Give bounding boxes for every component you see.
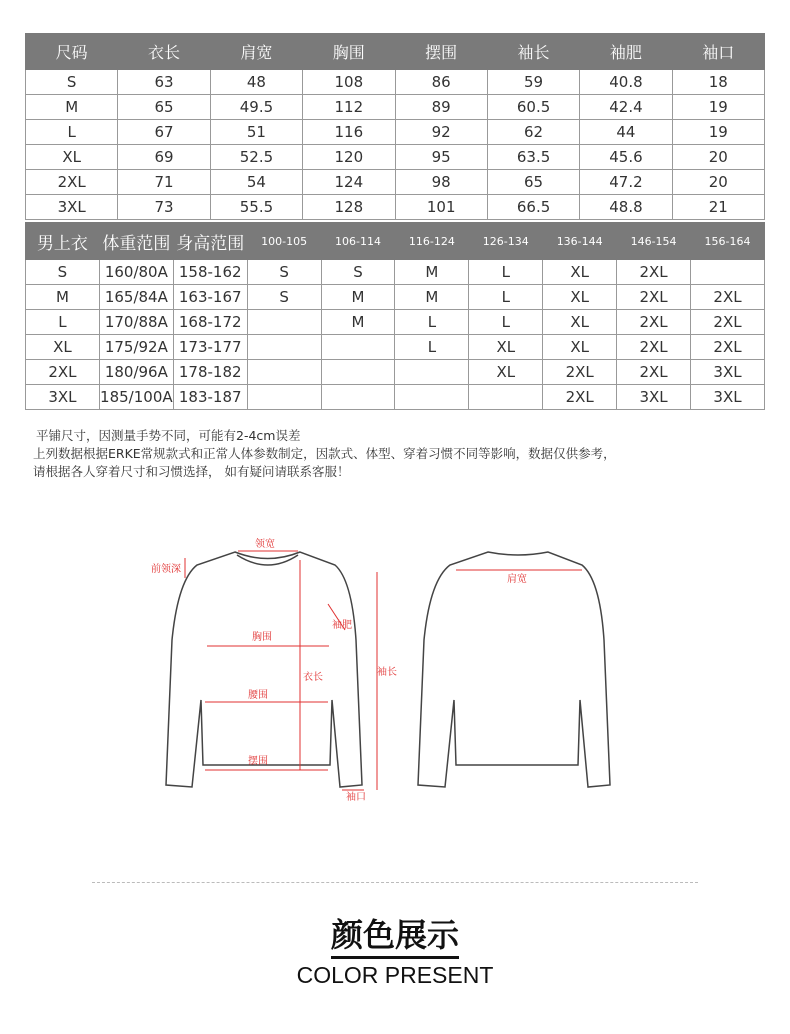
label-shoulder: 肩宽	[507, 574, 527, 585]
column-header: 身高范围	[173, 223, 247, 260]
table-cell	[321, 360, 395, 385]
table-cell: 48	[210, 70, 302, 95]
table-cell: 2XL	[691, 285, 765, 310]
table-cell	[247, 360, 321, 385]
table-cell: S	[247, 260, 321, 285]
table-cell: L	[395, 335, 469, 360]
table-cell	[691, 260, 765, 285]
divider	[92, 882, 698, 883]
table-cell: L	[26, 120, 118, 145]
column-header: 袖口	[672, 34, 764, 70]
table-cell	[247, 310, 321, 335]
table-cell: 44	[580, 120, 672, 145]
table-row	[26, 145, 765, 170]
column-header: 126-134	[469, 223, 543, 260]
table-cell: XL	[469, 360, 543, 385]
table-cell: M	[395, 260, 469, 285]
table-cell: 20	[672, 170, 764, 195]
table-cell: S	[247, 285, 321, 310]
front-sweater-outline	[166, 552, 362, 787]
column-header: 胸围	[303, 34, 395, 70]
table-cell: 63	[118, 70, 210, 95]
table-cell: 2XL	[617, 285, 691, 310]
table-cell: 3XL	[26, 195, 118, 220]
label-sleeve-length: 袖长	[377, 667, 397, 678]
table-cell: S	[26, 70, 118, 95]
table-cell: 65	[487, 170, 579, 195]
table-cell: 52.5	[210, 145, 302, 170]
table-cell: 65	[118, 95, 210, 120]
section-title: 颜色展示	[0, 910, 790, 956]
table-cell: 55.5	[210, 195, 302, 220]
table-cell: 20	[672, 145, 764, 170]
table-cell: 40.8	[580, 70, 672, 95]
label-hem: 摆围	[248, 756, 268, 767]
table-cell: 98	[395, 170, 487, 195]
column-header: 106-114	[321, 223, 395, 260]
table-cell: 3XL	[26, 385, 100, 410]
table-cell: 2XL	[543, 360, 617, 385]
table-cell: L	[469, 285, 543, 310]
table-cell	[247, 385, 321, 410]
column-header: 衣长	[118, 34, 210, 70]
table-cell	[321, 385, 395, 410]
table-cell: XL	[543, 335, 617, 360]
label-chest: 胸围	[252, 632, 272, 643]
table-cell: S	[321, 260, 395, 285]
table-cell: 47.2	[580, 170, 672, 195]
table-cell: 45.6	[580, 145, 672, 170]
table-row	[26, 170, 765, 195]
table-cell: 69	[118, 145, 210, 170]
table-cell: M	[26, 95, 118, 120]
table-cell: 95	[395, 145, 487, 170]
table-cell: 165/84A	[99, 285, 173, 310]
table-cell: XL	[26, 335, 100, 360]
table-cell: 124	[303, 170, 395, 195]
section-subtitle: COLOR PRESENT	[296, 962, 494, 988]
size-table	[25, 33, 765, 220]
table-row	[26, 360, 765, 385]
table-row	[26, 285, 765, 310]
column-header: 体重范围	[99, 223, 173, 260]
table-cell: 63.5	[487, 145, 579, 170]
table-cell: 18	[672, 70, 764, 95]
notes	[33, 427, 616, 481]
column-header: 肩宽	[210, 34, 302, 70]
table-cell	[395, 360, 469, 385]
table-cell: M	[395, 285, 469, 310]
table-row	[26, 260, 765, 285]
label-waist: 腰围	[248, 690, 268, 701]
note-line: 上列数据根据ERKE常规款式和正常人体参数制定，因款式、体型、穿着习惯不同等影响，数据仅供参考，	[33, 446, 616, 461]
table-cell: 2XL	[691, 310, 765, 335]
table-cell: 158-162	[173, 260, 247, 285]
table-cell: XL	[543, 285, 617, 310]
table-cell: 2XL	[617, 335, 691, 360]
label-length: 衣长	[303, 672, 323, 683]
table-cell: 108	[303, 70, 395, 95]
table-cell: 173-177	[173, 335, 247, 360]
table-cell: 21	[672, 195, 764, 220]
note-line: 请根据各人穿着尺寸和习惯选择， 如有疑问请联系客服！	[33, 464, 350, 479]
column-header: 136-144	[543, 223, 617, 260]
table-row	[26, 310, 765, 335]
table-cell	[247, 335, 321, 360]
table-cell: 3XL	[617, 385, 691, 410]
table-cell: 71	[118, 170, 210, 195]
table-cell: XL	[469, 335, 543, 360]
table-cell: 120	[303, 145, 395, 170]
table-cell: 128	[303, 195, 395, 220]
table-cell: XL	[543, 310, 617, 335]
column-header: 男上衣	[26, 223, 100, 260]
table-cell: 175/92A	[99, 335, 173, 360]
table-cell: 163-167	[173, 285, 247, 310]
table-cell: M	[26, 285, 100, 310]
table-cell: S	[26, 260, 100, 285]
table-cell: 180/96A	[99, 360, 173, 385]
table-cell: 92	[395, 120, 487, 145]
table-cell: XL	[543, 260, 617, 285]
table-cell: 2XL	[26, 170, 118, 195]
table-cell: 2XL	[691, 335, 765, 360]
table-cell: 66.5	[487, 195, 579, 220]
table-cell: L	[395, 310, 469, 335]
table-cell: 48.8	[580, 195, 672, 220]
label-front-neck-depth: 前领深	[151, 564, 181, 575]
table-cell: 67	[118, 120, 210, 145]
column-header: 146-154	[617, 223, 691, 260]
table-cell: 89	[395, 95, 487, 120]
table-cell: 3XL	[691, 360, 765, 385]
table-row	[26, 70, 765, 95]
column-header: 袖长	[487, 34, 579, 70]
column-header: 摆围	[395, 34, 487, 70]
table-row	[26, 95, 765, 120]
table-cell	[321, 335, 395, 360]
table-cell	[395, 385, 469, 410]
table-cell: 49.5	[210, 95, 302, 120]
table-cell: 60.5	[487, 95, 579, 120]
table-cell: 160/80A	[99, 260, 173, 285]
table-cell: L	[26, 310, 100, 335]
column-header: 116-124	[395, 223, 469, 260]
table-cell	[469, 385, 543, 410]
table-cell: 2XL	[617, 260, 691, 285]
table-cell: 86	[395, 70, 487, 95]
table-cell: 116	[303, 120, 395, 145]
table-cell: L	[469, 260, 543, 285]
measurement-diagram	[130, 525, 630, 815]
column-header: 156-164	[691, 223, 765, 260]
table-cell: 51	[210, 120, 302, 145]
column-header: 袖肥	[580, 34, 672, 70]
note-line: 平铺尺寸，因测量手势不同，可能有2-4cm误差	[36, 428, 301, 443]
table-cell: M	[321, 310, 395, 335]
table-cell: M	[321, 285, 395, 310]
column-header: 尺码	[26, 34, 118, 70]
back-sweater-outline	[418, 552, 610, 787]
table-cell: L	[469, 310, 543, 335]
table-cell: 19	[672, 95, 764, 120]
table-row	[26, 335, 765, 360]
table-cell: 59	[487, 70, 579, 95]
label-sleeve-width: 袖肥	[332, 620, 352, 631]
table-cell: 2XL	[617, 360, 691, 385]
table-cell: 19	[672, 120, 764, 145]
table-row	[26, 195, 765, 220]
fit-table	[25, 222, 765, 410]
table-cell: 101	[395, 195, 487, 220]
table-cell: XL	[26, 145, 118, 170]
label-cuff: 袖口	[346, 792, 366, 803]
table-cell: 54	[210, 170, 302, 195]
table-cell: 2XL	[26, 360, 100, 385]
table-cell: 2XL	[543, 385, 617, 410]
table-cell: 183-187	[173, 385, 247, 410]
column-header: 100-105	[247, 223, 321, 260]
table-cell: 168-172	[173, 310, 247, 335]
table-cell: 178-182	[173, 360, 247, 385]
table-cell: 73	[118, 195, 210, 220]
table-cell: 112	[303, 95, 395, 120]
table-cell: 185/100A	[99, 385, 173, 410]
table-cell: 3XL	[691, 385, 765, 410]
table-cell: 42.4	[580, 95, 672, 120]
label-neck-width: 领宽	[255, 539, 275, 550]
table-cell: 170/88A	[99, 310, 173, 335]
table-cell: 2XL	[617, 310, 691, 335]
table-row	[26, 385, 765, 410]
table-cell: 62	[487, 120, 579, 145]
table-row	[26, 120, 765, 145]
